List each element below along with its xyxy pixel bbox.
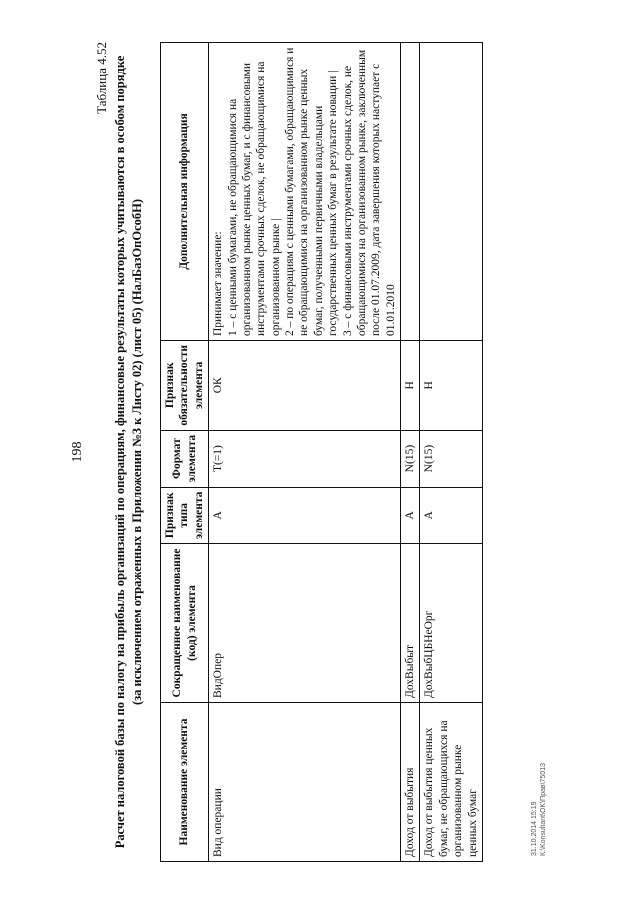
cell-code: ДохВыбыт [401, 544, 420, 703]
table-row [209, 43, 401, 862]
table-header-row [161, 43, 209, 862]
cell-type: А [401, 487, 420, 543]
cell-info [420, 43, 483, 341]
header-element-format: Формат элемента [161, 430, 209, 487]
cell-format: T(=1) [209, 430, 401, 487]
header-element-type: Признак типа элемента [161, 487, 209, 543]
cell-format: N(15) [420, 430, 483, 487]
cell-info [401, 43, 420, 341]
cell-name: Доход от выбытия ценных бумаг, не обращающихся на организованном рынке ценных бумаг [420, 703, 483, 862]
cell-name: Вид операции [209, 703, 401, 862]
footer-timestamp: 31.10.2014 15:19 [531, 801, 538, 856]
table-number: Таблица 4.52 [94, 42, 109, 114]
footer-path: К:\Konsultant\OK\Прав\75013 [540, 763, 548, 856]
info-line: Принимает значение: [212, 231, 225, 337]
info-line: 1 – с ценными бумагами, не обращающимися на организованном рынке ценных бумаг, и с финансовыми инструментами срочных сделок, не обращающимися на организованном рынке | [226, 61, 282, 337]
print-footer [530, 763, 548, 856]
rotated-page [40, 12, 600, 892]
cell-format: N(15) [401, 430, 420, 487]
cell-required: Н [420, 341, 483, 431]
cell-required: ОК [209, 341, 401, 431]
cell-code: ДохВыбЦБНеОрг [420, 544, 483, 703]
element-spec-table [160, 42, 483, 862]
header-element-name: Наименование элемента [161, 703, 209, 862]
cell-type: А [420, 487, 483, 543]
header-element-code: Сокращенное наименование (код) элемента [161, 544, 209, 703]
header-additional-info: Дополнительная информация [161, 43, 209, 341]
page-number: 198 [70, 441, 85, 463]
header-element-required: Признак обязательности элемента [161, 341, 209, 431]
info-line: 2 – по операциям с ценными бумагами, обращающимися и не обращающимися на организованном рынке ценных бумаг, полученными первичными владельцами государственных ценных бумаг в результате новации | [284, 47, 340, 337]
cell-name: Доход от выбытия [401, 703, 420, 862]
cell-required: Н [401, 341, 420, 431]
table-row [420, 43, 483, 862]
info-line: 3 – с финансовыми инструментами срочных сделок, не обращающимися на организованном рынке, заключенным после 01.07.2009, дата завершения которых наступает с 01.01.2010 [341, 49, 397, 337]
cell-type: А [209, 487, 401, 543]
table-row [401, 43, 420, 862]
cell-code: ВидОпер [209, 544, 401, 703]
table-caption: Расчет налоговой базы по налогу на прибыль организаций по операциям, финансовые результаты которых учитываются в особом порядке (за исключением отраженных в Приложении №3 к Листу 02) (лист 05) (НалБазОпОсобН) [113, 55, 144, 849]
cell-info [209, 43, 401, 341]
